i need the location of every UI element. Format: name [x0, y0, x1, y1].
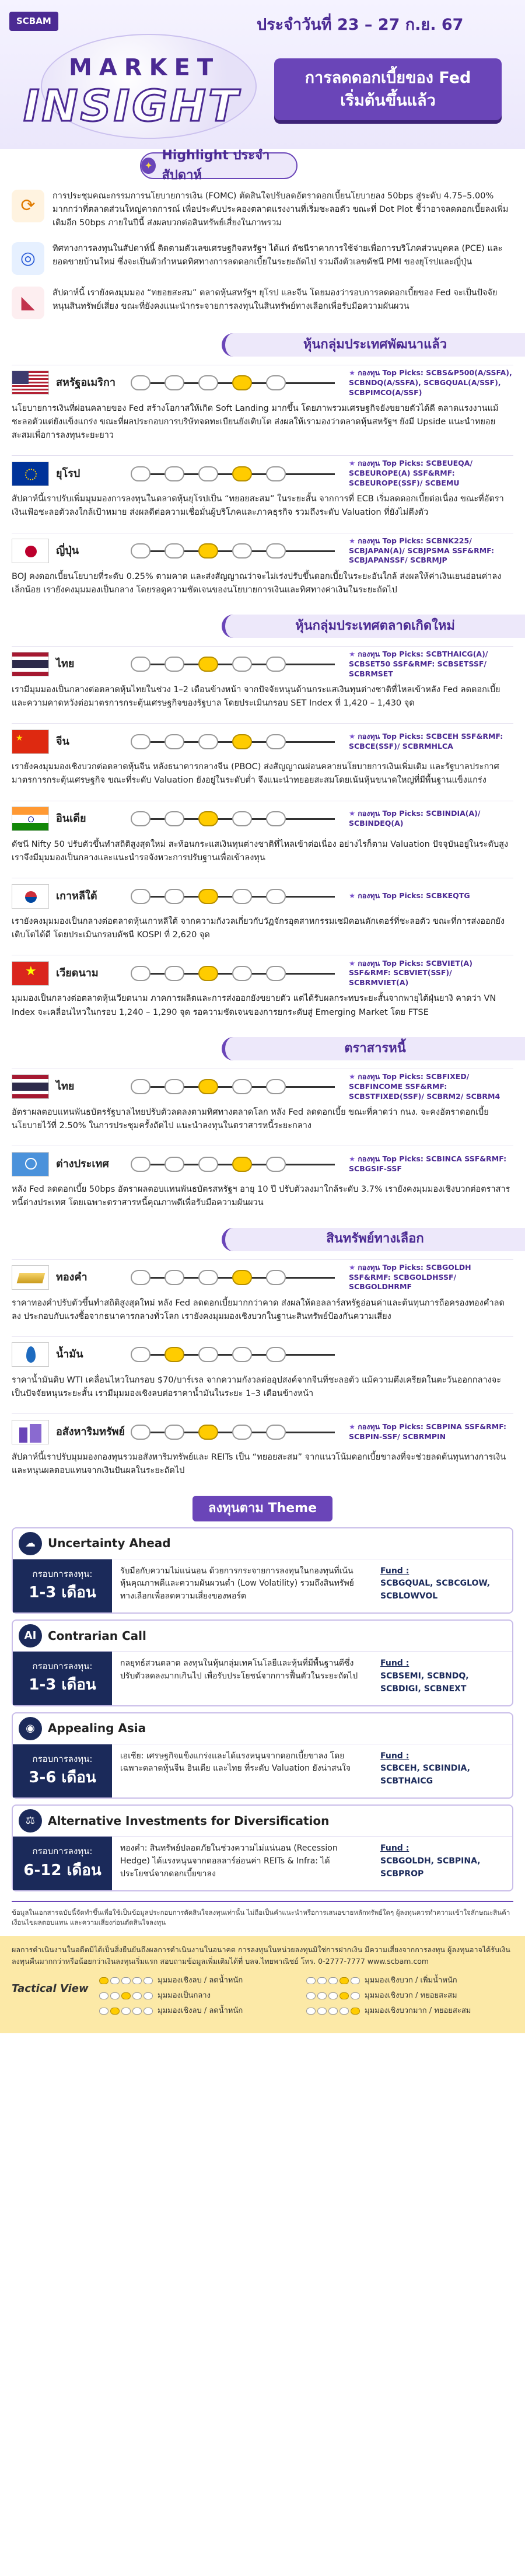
market-commentary: ราคาทองคำปรับตัวขึ้นทำสถิติสูงสุดใหม่ หลัง Fed ลดดอกเบี้ยมากกว่าคาด ส่งผลให้ดอลลาร์สหรัฐอ่อนค่าและต้นทุนการถือครองทองคำลดลง ประกอบกับแรงซื้อจากธนาคารกลางทั่วโลก เรายังคงมุมมองเชิงบวกในฐานะสินทรัพย์ป้องกันความเสี่ยง — [12, 1298, 505, 1321]
market-name: ญี่ปุ่น — [56, 544, 79, 557]
section-banner-developed: หุ้นกลุ่มประเทศพัฒนาแล้ว — [222, 333, 525, 357]
fund-label: Fund : — [380, 1751, 410, 1761]
market-card — [0, 361, 525, 452]
theme-description: รับมือกับความไม่แน่นอน ด้วยการกระจายการลงทุนในกองทุนที่เน้นหุ้นคุณภาพดีและความผันผวนต่ำ (Low Volatility) รวมถึงสินทรัพย์ทางเลือกเพื่อลดความเสี่ยงของพอร์ต — [120, 1566, 354, 1601]
view-level-dot — [131, 1347, 150, 1362]
view-level-dot — [198, 543, 218, 559]
highlight-title — [140, 148, 298, 183]
view-level-dot — [266, 543, 286, 559]
theme-body — [13, 1651, 512, 1705]
section-banner-emerging: หุ้นกลุ่มประเทศตลาดเกิดใหม่ — [222, 615, 525, 638]
lightbulb-icon: ✦ — [141, 158, 156, 174]
fund-label: Fund : — [380, 1659, 410, 1669]
market-card — [0, 452, 525, 529]
legend-label: มุมมองเชิงลบ / ลดน้ำหนัก — [158, 2006, 243, 2016]
market-name: ทองคำ — [56, 1271, 88, 1284]
theme-funds — [372, 1837, 512, 1890]
headline-box — [274, 58, 502, 120]
highlight-title-wrap — [0, 149, 525, 184]
un-flag-icon — [12, 1152, 49, 1177]
star-icon: ★ — [349, 536, 356, 545]
emerging-market-list — [0, 643, 525, 1029]
market-head — [12, 1259, 513, 1296]
view-level-dot — [266, 657, 286, 672]
top-picks — [341, 1154, 513, 1174]
view-level-dot — [198, 375, 218, 390]
star-icon: ★ — [349, 891, 356, 900]
theme-title: ลงทุนตาม Theme — [192, 1496, 332, 1521]
view-level-dot — [198, 1157, 218, 1172]
fund-list[interactable]: SCBGQUAL, SCBCGLOW, SCBLOWVOL — [380, 1579, 491, 1601]
kr-flag-icon — [12, 884, 49, 909]
view-level-dot — [164, 375, 184, 390]
view-level-dot — [164, 1347, 184, 1362]
view-level-dot — [198, 466, 218, 481]
view-scale — [131, 1425, 341, 1440]
star-icon: ★ — [349, 731, 356, 741]
highlight-title-text: Highlight ประจำสัปดาห์ — [162, 148, 270, 183]
headline-line2: เริ่มต้นขึ้นแล้ว — [340, 92, 436, 110]
market-card — [0, 1333, 525, 1410]
view-level-dot — [131, 1425, 150, 1440]
market-name: เกาหลีใต้ — [56, 889, 97, 902]
legend-scale — [306, 1992, 360, 1999]
megaphone-icon: ◣ — [12, 287, 44, 319]
market-head — [12, 1336, 513, 1373]
market-head — [12, 533, 513, 569]
th-flag-icon — [12, 1074, 49, 1099]
view-scale — [131, 811, 341, 826]
legend-row — [306, 1975, 513, 1987]
top-picks-text[interactable]: กองทุน Top Picks: SCBS&P500(A/SSFA), SCBNDQ(A/SSFA), SCBGQUAL(A/SSF), SCBPIMCO(A/SSF) — [349, 368, 512, 397]
market-name: ไทย — [56, 658, 75, 671]
us-flag-icon — [12, 371, 49, 395]
view-level-dot — [131, 1270, 150, 1285]
theme-description: กลยุทธ์สวนตลาด ลงทุนในหุ้นกลุ่มเทคโนโลยีและหุ้นที่มีพื้นฐานดีซึ่งปรับตัวลดลงมากเกินไป เพื่อรับประโยชน์จากการฟื้นตัวในระยะถัดไป — [120, 1659, 358, 1681]
legend-title: Tactical View — [12, 1982, 89, 1995]
top-picks — [341, 536, 513, 566]
view-level-dot — [232, 966, 252, 981]
market-name: เวียดนาม — [56, 966, 99, 979]
market-card — [0, 1410, 525, 1487]
legend — [12, 1975, 513, 2020]
legend-label: มุมมองเชิงบวกมาก / ทยอยสะสม — [365, 2006, 471, 2016]
top-picks — [341, 1422, 513, 1442]
diversify-icon: ⚖ — [19, 1809, 42, 1832]
view-level-dot — [198, 1079, 218, 1094]
view-level-dot — [164, 811, 184, 826]
market-commentary: เรายังคงมุมมองเชิงบวกต่อตลาดหุ้นจีน หลังธนาคารกลางจีน (PBOC) ส่งสัญญาณผ่อนคลายนโยบายการเงินเพิ่มเติม และรัฐบาลประกาศมาตรการกระตุ้นเศรษฐกิจ ขณะที่ระดับ Valuation ยังอยู่ในระดับต่ำ จึงแนะนำทยอยสะสมโดยเน้นหุ้นขนาดใหญ่ที่มีพื้นฐานแข็งแกร่ง — [12, 762, 499, 786]
theme-name: Uncertainty Ahead — [48, 1536, 171, 1551]
star-icon: ★ — [349, 1422, 356, 1431]
top-picks — [341, 368, 513, 398]
disclaimer: ข้อมูลในเอกสารฉบับนี้จัดทำขึ้นเพื่อใช้เป็นข้อมูลประกอบการตัดสินใจลงทุนเท่านั้น ไม่ถือเป็นคำแนะนำหรือการเสนอขายหลักทรัพย์ใดๆ ผู้ลงทุนควรทำความเข้าใจลักษณะสินค้า เงื่อนไขผลตอบแทน และความเสี่ยงก่อนตัดสินใจลงทุน — [12, 1901, 513, 1928]
view-level-dot — [198, 734, 218, 749]
view-level-dot — [232, 889, 252, 904]
legend-left-col — [99, 1975, 306, 2020]
gold-flag-icon — [12, 1265, 49, 1290]
theme-period — [13, 1744, 112, 1798]
theme-head — [13, 1528, 512, 1559]
legend-row — [306, 1990, 513, 2002]
star-icon: ★ — [349, 1071, 356, 1081]
title-market: MARKET — [69, 54, 220, 81]
star-icon: ★ — [349, 809, 356, 818]
theme-funds — [372, 1744, 512, 1798]
theme-description: เอเชีย: เศรษฐกิจแข็งแกร่งและได้แรงหนุนจากดอกเบี้ยขาลง โดยเฉพาะตลาดหุ้นจีน อินเดีย และไทย ที่ระดับ Valuation ยังน่าสนใจ — [120, 1751, 351, 1774]
view-scale — [131, 375, 341, 390]
top-picks-text[interactable]: กองทุน Top Picks: SCBFIXED/ SCBFINCOME SSF&RMF: SCBSTFIXED(SSF)/ SCBRM2/ SCBRM4 — [349, 1071, 501, 1101]
view-level-dot — [232, 1425, 252, 1440]
view-level-dot — [131, 1079, 150, 1094]
market-commentary: เรายังคงมุมมองเป็นกลางต่อตลาดหุ้นเกาหลีใต้ จากความกังวลเกี่ยวกับวัฏจักรอุตสาหกรรมเซมิคอนดักเตอร์ที่ชะลอตัว ขณะที่การส่งออกยังเติบโตได้ดี โดยประเมินกรอบดัชนี KOSPI ที่ 2,620 จุด — [12, 917, 505, 940]
storm-icon: ☁ — [19, 1532, 42, 1555]
money-cycle-icon: ⟳ — [12, 190, 44, 222]
view-level-dot — [232, 1157, 252, 1172]
market-name: ไทย — [56, 1080, 75, 1093]
market-head — [12, 955, 513, 991]
highlight-item — [12, 184, 513, 236]
vn-flag-icon: ★ — [12, 961, 49, 986]
theme-list — [0, 1527, 525, 1891]
top-picks-text[interactable]: กองทุน Top Picks: SCBPINA SSF&RMF: SCBPIN-SSF/ SCBRMPIN — [349, 1422, 507, 1441]
view-level-dot — [232, 734, 252, 749]
view-level-dot — [131, 889, 150, 904]
view-level-dot — [164, 543, 184, 559]
highlight-section — [0, 184, 525, 325]
view-level-dot — [164, 466, 184, 481]
legend-scale — [306, 2008, 360, 2015]
legend-row — [306, 2005, 513, 2017]
star-icon: ★ — [349, 650, 356, 659]
legend-scale — [306, 1977, 360, 1984]
market-card — [0, 720, 525, 797]
fund-list[interactable]: SCBCEH, SCBINDIA, SCBTHAICG — [380, 1764, 470, 1786]
developed-market-list — [0, 361, 525, 606]
market-commentary: สัปดาห์นี้เราปรับมุมมองกองทุนรวมอสังหาริมทรัพย์และ REITs เป็น “ทยอยสะสม” จากแนวโน้มดอกเบี้ยขาลงที่จะช่วยลดต้นทุนทางการเงินและหนุนผลตอบแทนจากเงินปันผลในระยะถัดไป — [12, 1453, 506, 1476]
top-picks-text[interactable]: กองทุน Top Picks: SCBNK225/ SCBJAPAN(A)/ SCBJPSMA SSF&RMF: SCBJAPANSSF/ SCBRMJP — [349, 536, 494, 565]
legend-row — [99, 2005, 306, 2017]
top-picks-text[interactable]: กองทุน Top Picks: SCBINDIA(A)/ SCBINDEQ(A) — [349, 809, 481, 828]
star-icon: ★ — [349, 368, 356, 377]
period-value: 1-3 เดือน — [29, 1676, 96, 1694]
view-level-dot — [164, 1270, 184, 1285]
view-level-dot — [131, 811, 150, 826]
market-card — [0, 797, 525, 874]
fund-label: Fund : — [380, 1566, 410, 1576]
market-commentary: BOJ คงดอกเบี้ยนโยบายที่ระดับ 0.25% ตามคาด และส่งสัญญาณว่าจะไม่เร่งปรับขึ้นดอกเบี้ยในระยะอันใกล้ ส่งผลให้ค่าเงินเยนอ่อนค่าลงเล็กน้อย เรายังคงมุมมองเป็นกลาง โดยรอดูความชัดเจนของนโยบายการเงินและทิศทางค่าเงินในระยะถัดไป — [12, 571, 502, 595]
market-name: น้ำมัน — [56, 1348, 83, 1361]
fund-list[interactable]: SCBSEMI, SCBNDQ, SCBDIGI, SCBNEXT — [380, 1671, 469, 1694]
globe-chart-icon: ◎ — [12, 242, 44, 275]
legend-row — [99, 1990, 306, 2002]
market-name: อินเดีย — [56, 812, 86, 825]
top-picks — [341, 650, 513, 679]
view-level-dot — [266, 889, 286, 904]
period-label: กรอบการลงทุน: — [32, 1753, 93, 1764]
section-banner-bonds: ตราสารหนี้ — [222, 1037, 525, 1060]
legend-scale — [99, 1977, 153, 1984]
legend-label: มุมมองเป็นกลาง — [158, 1991, 211, 2001]
issue-date: ประจำวันที่ 23 – 27 ก.ย. 67 — [257, 16, 464, 34]
market-name: ยุโรป — [56, 467, 80, 480]
view-level-dot — [131, 1157, 150, 1172]
title-insight: INSIGHT — [23, 81, 240, 131]
view-level-dot — [131, 734, 150, 749]
theme-card — [12, 1712, 513, 1799]
top-picks — [341, 1263, 513, 1293]
period-label: กรอบการลงทุน: — [32, 1568, 93, 1579]
market-commentary: สัปดาห์นี้เราปรับเพิ่มมุมมองการลงทุนในตลาดหุ้นยุโรปเป็น “ทยอยสะสม” ในระยะสั้น จากการที่ ECB เริ่มลดดอกเบี้ยต่อเนื่อง ขณะที่อัตราเงินเฟ้อชะลอตัวลงใกล้เป้าหมาย ส่งผลดีต่อความเชื่อมั่นผู้บริโภคและภาคธุรกิจ รวมถึงระดับ Valuation ที่ยังไม่ตึงตัว — [12, 494, 504, 518]
market-card — [0, 1142, 525, 1219]
view-level-dot — [232, 543, 252, 559]
market-head — [12, 1413, 513, 1450]
highlight-text: สัปดาห์นี้ เรายังคงมุมมอง “ทยอยสะสม” ตลาดหุ้นสหรัฐฯ ยุโรป และจีน โดยมองว่ารอบการลดดอกเบี้ยของ Fed จะเป็นปัจจัยหนุนสินทรัพย์เสี่ยง ขณะที่ยังคงแนะนำกระจายการลงทุนในสินทรัพย์ทางเลือกเพื่อรับมือความผันผวน — [52, 288, 498, 311]
period-value: 1-3 เดือน — [29, 1583, 96, 1601]
view-level-dot — [232, 811, 252, 826]
market-name: จีน — [56, 735, 69, 748]
market-commentary: ราคาน้ำมันดิบ WTI เคลื่อนไหวในกรอบ $70/บาร์เรล จากความกังวลต่ออุปสงค์จากจีนที่ชะลอตัว แม้ความตึงเครียดในตะวันออกกลางจะเป็นปัจจัยหนุนระยะสั้น เรามีมุมมองเชิงลบต่อราคาน้ำมันในระยะ 1–3 เดือนข้างหน้า — [12, 1375, 501, 1399]
theme-period — [13, 1559, 112, 1613]
theme-name: Alternative Investments for Diversification — [48, 1813, 330, 1828]
view-level-dot — [198, 889, 218, 904]
view-scale — [131, 543, 341, 559]
top-picks-text[interactable]: กองทุน Top Picks: SCBCEH SSF&RMF: SCBCE(SSF)/ SCBRMHLCA — [349, 731, 503, 751]
view-scale — [131, 1347, 341, 1362]
theme-card — [12, 1619, 513, 1706]
view-level-dot — [266, 734, 286, 749]
legend-label: มุมมองเชิงบวก / ทยอยสะสม — [365, 1991, 457, 2001]
period-label: กรอบการลงทุน: — [32, 1846, 93, 1857]
highlight-text: ทิศทางการลงทุนในสัปดาห์นี้ ติดตามตัวเลขเศรษฐกิจสหรัฐฯ ได้แก่ ดัชนีราคาการใช้จ่ายเพื่อการบริโภคส่วนบุคคล (PCE) และยอดขายบ้านใหม่ ซึ่งจะเป็นตัวกำหนดทิศทางการลดดอกเบี้ยในระยะถัดไป รวมถึงตัวเลขดัชนี PMI ของยุโรปและญี่ปุ่น — [52, 243, 503, 267]
highlight-item — [12, 281, 513, 325]
top-picks-text[interactable]: กองทุน Top Picks: SCBKEQTG — [358, 891, 470, 900]
section-banner-alternatives: สินทรัพย์ทางเลือก — [222, 1228, 525, 1251]
market-card — [0, 529, 525, 606]
view-level-dot — [131, 466, 150, 481]
in-flag-icon — [12, 807, 49, 831]
fund-label: Fund : — [380, 1844, 410, 1854]
star-icon: ★ — [349, 958, 356, 968]
view-scale — [131, 1157, 341, 1172]
star-icon: ★ — [349, 1262, 356, 1272]
market-head — [12, 1146, 513, 1182]
view-level-dot — [198, 657, 218, 672]
th-flag-icon — [12, 652, 49, 676]
view-scale — [131, 889, 341, 904]
theme-funds — [372, 1559, 512, 1613]
view-level-dot — [266, 966, 286, 981]
view-level-dot — [232, 1347, 252, 1362]
view-level-dot — [164, 1157, 184, 1172]
theme-name: Appealing Asia — [48, 1721, 146, 1736]
market-name: ต่างประเทศ — [56, 1157, 109, 1170]
view-level-dot — [266, 1270, 286, 1285]
footer — [0, 1936, 525, 2033]
bond-market-list — [0, 1065, 525, 1220]
top-picks-text[interactable]: กองทุน Top Picks: SCBVIET(A) SSF&RMF: SCBVIET(SSF)/ SCBRMVIET(A) — [349, 958, 473, 987]
market-commentary: นโยบายการเงินที่ผ่อนคลายของ Fed สร้างโอกาสให้เกิด Soft Landing มากขึ้น โดยภาพรวมเศรษฐกิจยังขยายตัวได้ดี ตลาดแรงงานแม้ชะลอตัวแต่ยังแข็งแกร่ง ขณะที่ผลประกอบการบริษัทจดทะเบียนยังเติบโต ส่งผลให้เรามองว่าตลาดหุ้นสหรัฐฯ ยังมี Upside แนะนำทยอยสะสมเพื่อการลงทุนระยะยาว — [12, 403, 499, 440]
legend-scale — [99, 2008, 153, 2015]
market-commentary: อัตราผลตอบแทนพันธบัตรรัฐบาลไทยปรับตัวลดลงตามทิศทางตลาดโลก หลัง Fed ลดดอกเบี้ย ขณะที่คาดว่า กนง. จะคงอัตราดอกเบี้ยนโยบายไว้ที่ 2.50% ในการประชุมครั้งถัดไป แนะนำลงทุนในตราสารหนี้ระยะกลาง — [12, 1107, 489, 1130]
period-value: 6-12 เดือน — [23, 1861, 102, 1879]
view-level-dot — [266, 1425, 286, 1440]
market-head — [12, 723, 513, 759]
view-level-dot — [198, 1347, 218, 1362]
cn-flag-icon: ★ — [12, 729, 49, 754]
view-level-dot — [232, 375, 252, 390]
view-level-dot — [164, 889, 184, 904]
market-card — [0, 874, 525, 951]
market-card — [0, 1065, 525, 1142]
top-picks-text[interactable]: กองทุน Top Picks: SCBGOLDH SSF&RMF: SCBGOLDHSSF/ SCBGOLDHRMF — [349, 1262, 471, 1292]
theme-body — [13, 1836, 512, 1890]
view-level-dot — [232, 466, 252, 481]
star-icon: ★ — [349, 459, 356, 468]
top-picks — [341, 959, 513, 989]
view-level-dot — [131, 375, 150, 390]
asia-map-icon: ◉ — [19, 1717, 42, 1740]
legend-right-col — [306, 1975, 513, 2020]
market-head — [12, 878, 513, 914]
legend-label: มุมมองเชิงลบ / ลดน้ำหนัก — [158, 1976, 243, 1985]
view-scale — [131, 1270, 341, 1285]
market-head — [12, 646, 513, 682]
top-picks — [341, 891, 513, 901]
market-card — [0, 643, 525, 720]
top-picks-text[interactable]: กองทุน Top Picks: SCBEUEQA/ SCBEUROPE(A) SSF&RMF: SCBEUROPE(SSF)/ SCBEMU — [349, 459, 473, 488]
top-picks-text[interactable]: กองทุน Top Picks: SCBTHAICG(A)/ SCBSET50 SSF&RMF: SCBSETSSF/ SCBRMSET — [349, 650, 488, 678]
theme-head — [13, 1621, 512, 1651]
view-level-dot — [164, 966, 184, 981]
view-level-dot — [266, 811, 286, 826]
alternative-market-list — [0, 1256, 525, 1488]
reit-flag-icon — [12, 1420, 49, 1444]
legend-row — [99, 1975, 306, 1987]
theme-period — [13, 1652, 112, 1705]
footer-text: ผลการดำเนินงานในอดีตมิได้เป็นสิ่งยืนยันถึงผลการดำเนินงานในอนาคต การลงทุนในหน่วยลงทุนมิใช่การฝากเงิน มีความเสี่ยงจากการลงทุน ผู้ลงทุนอาจได้รับเงินลงทุนคืนมากกว่าหรือน้อยกว่าเงินลงทุนเริ่มแรก สอบถามข้อมูลเพิ่มเติมได้ที่ บลจ.ไทยพาณิชย์ โทร. 0-2777-7777 www.scbam.com — [12, 1945, 510, 1966]
view-scale — [131, 657, 341, 672]
top-picks — [341, 809, 513, 829]
market-card — [0, 1256, 525, 1333]
top-picks-text[interactable]: กองทุน Top Picks: SCBINCA SSF&RMF: SCBGSIF-SSF — [349, 1154, 507, 1173]
top-picks — [341, 732, 513, 752]
market-head — [12, 455, 513, 491]
theme-period — [13, 1837, 112, 1890]
view-level-dot — [131, 657, 150, 672]
theme-body — [13, 1744, 512, 1798]
view-level-dot — [198, 966, 218, 981]
view-level-dot — [164, 734, 184, 749]
legend-label: มุมมองเชิงบวก / เพิ่มน้ำหนัก — [365, 1976, 457, 1985]
period-value: 3-6 เดือน — [29, 1768, 96, 1786]
oil-flag-icon — [12, 1342, 49, 1367]
period-label: กรอบการลงทุน: — [32, 1661, 93, 1672]
hero-header — [0, 0, 525, 149]
theme-card — [12, 1804, 513, 1891]
eu-flag-icon — [12, 462, 49, 486]
headline-line1: การลดดอกเบี้ยของ Fed — [304, 69, 471, 87]
view-level-dot — [198, 1425, 218, 1440]
view-level-dot — [164, 657, 184, 672]
top-picks — [341, 1072, 513, 1102]
theme-head — [13, 1713, 512, 1744]
highlight-text: การประชุมคณะกรรมการนโยบายการเงิน (FOMC) ตัดสินใจปรับลดอัตราดอกเบี้ยนโยบายลง 50bps สู่ระดับ 4.75–5.00% มากกว่าที่ตลาดส่วนใหญ่คาดการณ์ เพื่อประคับประคองตลาดแรงงานที่เริ่มชะลอตัว ขณะที่ Dot Plot ชี้ว่าอาจลดดอกเบี้ยลงเพิ่มเติมอีก 50bps ภายในปีนี้ ส่งผลบวกต่อสินทรัพย์เสี่ยงในภาพรวม — [52, 191, 509, 228]
view-scale — [131, 966, 341, 981]
theme-name: Contrarian Call — [48, 1628, 146, 1643]
theme-body — [13, 1559, 512, 1613]
jp-flag-icon — [12, 539, 49, 563]
legend-scale — [99, 1992, 153, 1999]
market-head — [12, 1069, 513, 1105]
market-name: สหรัฐอเมริกา — [56, 376, 116, 389]
view-scale — [131, 1079, 341, 1094]
market-commentary: มุมมองเป็นกลางต่อตลาดหุ้นเวียดนาม ภาคการผลิตและการส่งออกยังขยายตัว แต่ได้รับผลกระทบระยะสั้นจากพายุไต้ฝุ่นยางิ คาดว่า VN Index จะเคลื่อนไหวในกรอบ 1,240 – 1,290 จุด รอความชัดเจนของการยกระดับสู่ Emerging Market โดย FTSE — [12, 994, 496, 1017]
view-level-dot — [198, 1270, 218, 1285]
star-icon: ★ — [349, 1154, 356, 1163]
highlight-item — [12, 236, 513, 281]
view-level-dot — [232, 657, 252, 672]
market-card — [0, 951, 525, 1028]
view-level-dot — [164, 1079, 184, 1094]
view-scale — [131, 466, 341, 481]
brand-logo[interactable]: SCBAM — [9, 12, 58, 31]
market-name: อสังหาริมทรัพย์ — [56, 1425, 125, 1438]
ai-chip-icon: AI — [19, 1624, 42, 1647]
market-commentary: ดัชนี Nifty 50 ปรับตัวขึ้นทำสถิติสูงสุดใหม่ สะท้อนกระแสเงินทุนต่างชาติที่ไหลเข้าต่อเนื่อง อย่างไรก็ตาม Valuation ปัจจุบันอยู่ในระดับสูง เราจึงมีมุมมองเป็นกลางและแนะนำรอจังหวะการปรับฐานเพื่อเข้าลงทุน — [12, 839, 509, 863]
view-level-dot — [164, 1425, 184, 1440]
view-level-dot — [266, 1157, 286, 1172]
fund-list[interactable]: SCBGOLDH, SCBPINA, SCBPROP — [380, 1856, 481, 1879]
view-level-dot — [131, 543, 150, 559]
market-head — [12, 365, 513, 401]
view-level-dot — [198, 811, 218, 826]
market-head — [12, 801, 513, 837]
theme-description: ทองคำ: สินทรัพย์ปลอดภัยในช่วงความไม่แน่นอน (Recession Hedge) ได้แรงหนุนจากดอลลาร์อ่อนค่า REITs & Infra: ได้ประโยชน์จากดอกเบี้ยขาลง — [120, 1844, 338, 1879]
view-level-dot — [266, 375, 286, 390]
view-level-dot — [131, 966, 150, 981]
view-level-dot — [266, 1079, 286, 1094]
theme-head — [13, 1806, 512, 1836]
theme-funds — [372, 1652, 512, 1705]
view-scale — [131, 734, 341, 749]
view-level-dot — [266, 1347, 286, 1362]
view-level-dot — [232, 1079, 252, 1094]
market-commentary: หลัง Fed ลดดอกเบี้ย 50bps อัตราผลตอบแทนพันธบัตรสหรัฐฯ อายุ 10 ปี ปรับตัวลงมาใกล้ระดับ 3.7% เรายังคงมุมมองเชิงบวกต่อตราสารหนี้ต่างประเทศ โดยเฉพาะตราสารหนี้คุณภาพดีเพื่อรับมือความผันผวน — [12, 1185, 510, 1208]
top-picks — [341, 459, 513, 488]
market-commentary: เรามีมุมมองเป็นกลางต่อตลาดหุ้นไทยในช่วง 1–2 เดือนข้างหน้า จากปัจจัยหนุนด้านกระแสเงินทุนต่างชาติที่ไหลเข้าหลัง Fed ลดดอกเบี้ย และความคาดหวังต่อมาตรการกระตุ้นเศรษฐกิจของรัฐบาล โดยประเมินกรอบ SET Index ที่ 1,420 – 1,430 จุด — [12, 685, 501, 708]
theme-card — [12, 1527, 513, 1614]
view-level-dot — [232, 1270, 252, 1285]
view-level-dot — [266, 466, 286, 481]
